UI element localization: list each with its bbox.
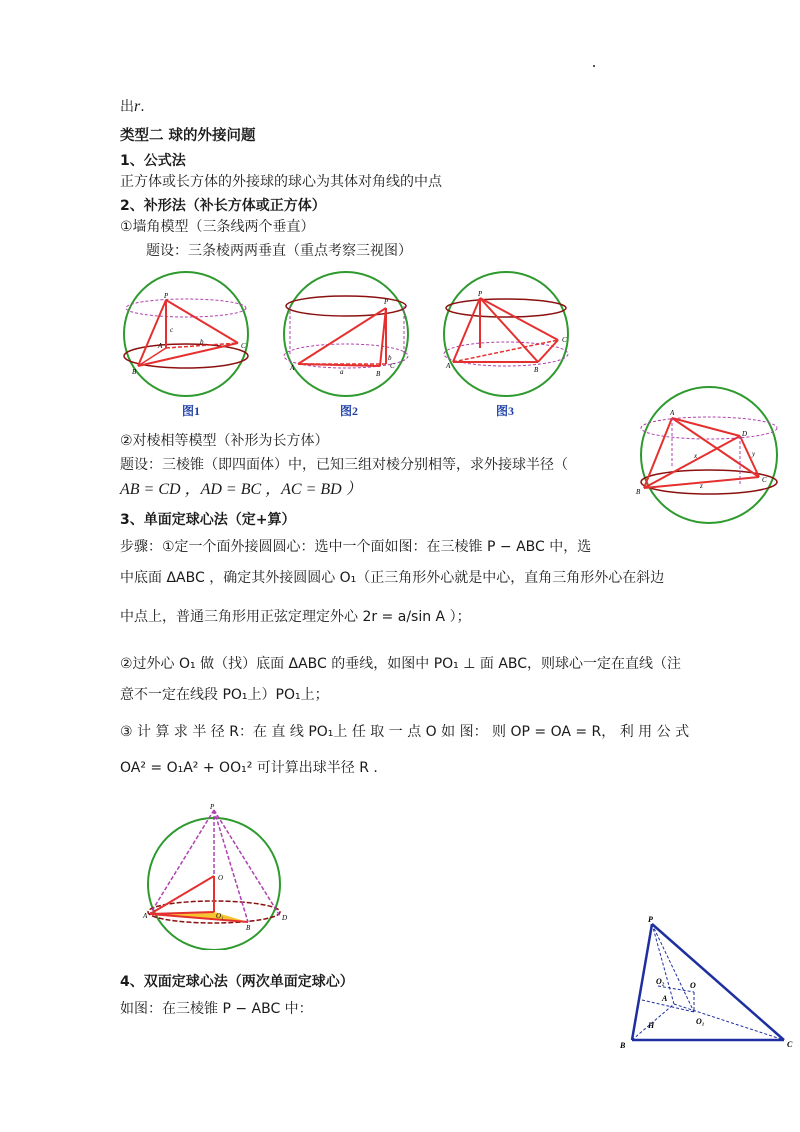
caption-figure-3: 图3 xyxy=(496,404,515,418)
svg-text:C: C xyxy=(787,1040,793,1049)
label-side-c: c xyxy=(170,326,174,334)
svg-text:B: B xyxy=(376,370,381,378)
edge-pc xyxy=(166,300,238,343)
formula-opposite-edges: AB = CD ，AD = BC ，AC = BD ） xyxy=(120,481,362,498)
figure-3 xyxy=(444,272,568,396)
step-1-line-2: 中底面 ΔABC ，确定其外接圆圆心 O₁（正三角形外心就是中心，直角三角形外心在斜边 xyxy=(120,570,665,586)
step-1-line-1: 步骤：①定一个面外接圆圆心：选中一个面如图：在三棱锥 P − ABC 中，选 xyxy=(120,539,592,555)
sphere-outline xyxy=(124,272,248,396)
svg-text:D: D xyxy=(282,914,288,922)
label-a: A xyxy=(158,342,163,350)
opposite-edges-figure xyxy=(634,384,784,526)
paragraph-double-face: 如图：在三棱锥 P − ABC 中： xyxy=(120,1001,313,1017)
svg-text:O: O xyxy=(690,981,696,990)
svg-text:z: z xyxy=(700,482,703,490)
step-1-line-3: 中点上，普通三角形用正弦定理定外心 2r = a/sin A ）； xyxy=(120,609,471,625)
label-p: P xyxy=(164,292,169,300)
svg-text:A: A xyxy=(446,362,451,370)
svg-text:O: O xyxy=(218,874,224,882)
step-2-line-2: 意不一定在线段 PO₁上）PO₁上； xyxy=(120,687,329,703)
svg-text:D: D xyxy=(742,430,748,438)
svg-text:A: A xyxy=(662,994,668,1003)
step-3-line-1: ③ 计 算 求 半 径 R：在 直 线 PO₁上 任 取 一 点 O 如 图： 则 OP = OA = R， 利 用 公 式 xyxy=(120,724,690,740)
svg-text:P: P xyxy=(478,290,483,298)
svg-text:P: P xyxy=(648,915,653,924)
svg-text:b: b xyxy=(388,354,392,362)
svg-text:P: P xyxy=(210,803,215,811)
paragraph-opposite-premise: 题设：三棱锥（即四面体）中，已知三组对棱分别相等，求外接球半径（ xyxy=(120,457,568,473)
edge-pb xyxy=(138,300,166,366)
figure-1 xyxy=(124,272,248,396)
svg-text:B: B xyxy=(534,366,539,374)
continuation-line: 出r. xyxy=(120,98,145,115)
step-2-line-1: ②过外心 O₁ 做（找）底面 ΔABC 的垂线，如图中 PO₁ ⊥ 面 ABC，则球心一定在直线（注 xyxy=(120,656,682,672)
svg-text:y: y xyxy=(752,450,756,458)
label-b: B xyxy=(132,368,137,376)
paragraph-wall-corner: ①墙角模型（三条线两个垂直） xyxy=(120,219,315,235)
double-face-figure xyxy=(618,910,800,1054)
svg-text:C: C xyxy=(562,336,567,344)
svg-text:O₁: O₁ xyxy=(696,1017,705,1026)
svg-text:O₁: O₁ xyxy=(216,912,224,920)
svg-text:B: B xyxy=(636,488,641,496)
svg-text:O₂: O₂ xyxy=(656,977,665,986)
step-3-line-2: OA² = O₁A² + OO₁² 可计算出球半径 R . xyxy=(120,760,378,776)
svg-text:C: C xyxy=(390,362,395,370)
paragraph-formula: 正方体或长方体的外接球的球心为其体对角线的中点 xyxy=(120,174,442,190)
svg-text:P: P xyxy=(384,298,389,306)
heading-single-face: 3、单面定球心法（定+算） xyxy=(120,512,296,528)
svg-text:B: B xyxy=(246,924,251,932)
heading-formula: 1、公式法 xyxy=(120,153,186,169)
figure-2 xyxy=(284,272,408,396)
svg-text:A: A xyxy=(670,409,675,417)
svg-text:A: A xyxy=(143,912,148,920)
svg-text:x: x xyxy=(694,452,698,460)
label-side-b: b xyxy=(200,338,204,346)
caption-figure-2: 图2 xyxy=(340,404,359,418)
svg-text:C: C xyxy=(762,476,767,484)
paragraph-premise: 题设：三条棱两两垂直（重点考察三视图） xyxy=(146,243,412,259)
caption-figure-1: 图1 xyxy=(182,404,201,418)
single-face-figure xyxy=(140,802,292,950)
paragraph-opposite-edges: ②对棱相等模型（补形为长方体） xyxy=(120,433,329,449)
svg-text:B: B xyxy=(620,1041,626,1050)
svg-text:a: a xyxy=(340,368,344,376)
svg-text:A: A xyxy=(290,364,295,372)
heading-double-face: 4、双面定球心法（两次单面定球心） xyxy=(120,974,354,990)
label-c: C xyxy=(241,342,246,350)
svg-text:H: H xyxy=(648,1021,655,1030)
section-title: 类型二 球的外接问题 xyxy=(120,128,256,144)
top-rim xyxy=(126,299,246,317)
page-mark xyxy=(593,65,595,67)
wall-corner-figures xyxy=(118,268,598,406)
heading-complement: 2、补形法（补长方体或正方体） xyxy=(120,198,326,214)
